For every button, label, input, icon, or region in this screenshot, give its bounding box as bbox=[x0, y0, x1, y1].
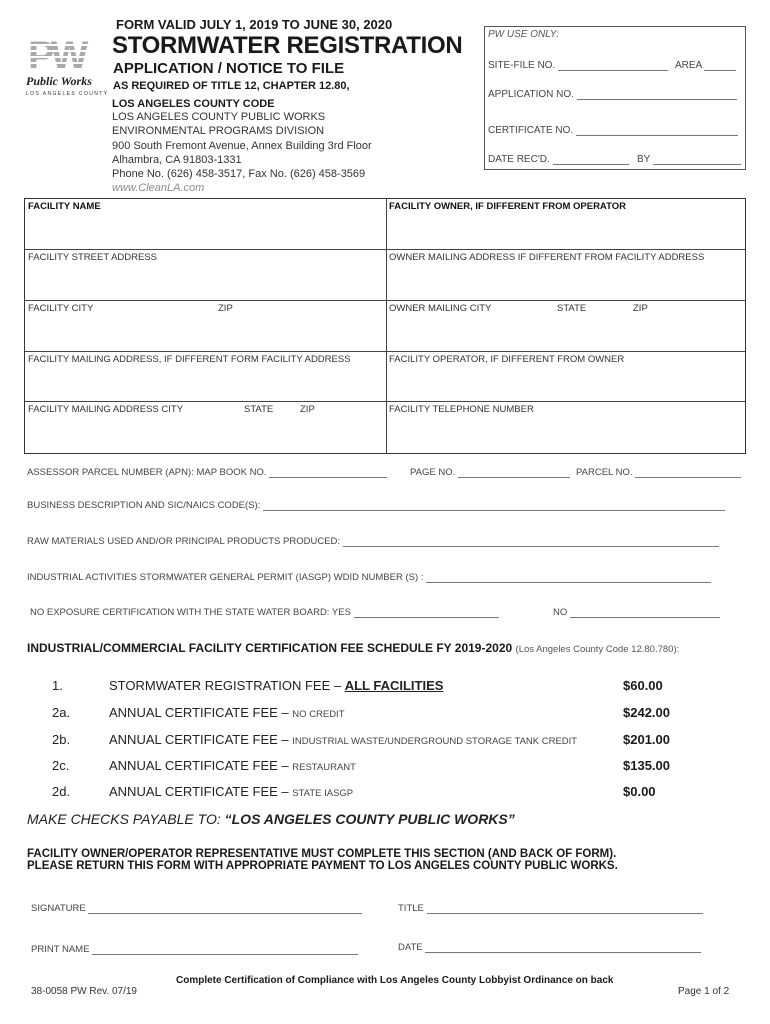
form-number: 38-0058 PW Rev. 07/19 bbox=[31, 986, 137, 997]
logo-county-text: LOS ANGELES COUNTY bbox=[26, 91, 109, 97]
fee-schedule-title: INDUSTRIAL/COMMERCIAL FACILITY CERTIFICATION FEE SCHEDULE FY 2019-2020 (Los Angeles County Code 12.80.780): bbox=[27, 641, 680, 655]
area-field[interactable]: AREA bbox=[675, 60, 736, 71]
business-description-field[interactable]: BUSINESS DESCRIPTION AND SIC/NAICS CODE(S): bbox=[27, 500, 725, 511]
facility-city-field[interactable]: FACILITY CITY bbox=[28, 303, 94, 314]
raw-materials-field[interactable]: RAW MATERIALS USED AND/OR PRINCIPAL PRODUCTS PRODUCED: bbox=[27, 536, 719, 547]
address-line: 900 South Fremont Avenue, Annex Building 3rd Floor bbox=[112, 140, 372, 152]
facility-owner-field[interactable]: FACILITY OWNER, IF DIFFERENT FROM OPERATOR bbox=[389, 201, 626, 212]
pw-use-only-box bbox=[484, 26, 746, 170]
facility-mailing-field[interactable]: FACILITY MAILING ADDRESS, IF DIFFERENT FORM FACILITY ADDRESS bbox=[28, 354, 351, 365]
fee-amount: $135.00 bbox=[623, 758, 670, 773]
certificate-no-field[interactable]: CERTIFICATE NO. bbox=[488, 125, 738, 136]
form-subtitle: APPLICATION / NOTICE TO FILE bbox=[113, 60, 345, 77]
no-exposure-no-field[interactable]: NO bbox=[553, 607, 720, 618]
form-valid-dates: FORM VALID JULY 1, 2019 TO JUNE 30, 2020 bbox=[116, 17, 393, 32]
address-line: Alhambra, CA 91803-1331 bbox=[112, 154, 242, 166]
address-line: LOS ANGELES COUNTY PUBLIC WORKS bbox=[112, 111, 326, 123]
facility-name-field[interactable]: FACILITY NAME bbox=[28, 201, 101, 212]
fee-number: 2d. bbox=[52, 784, 71, 799]
lobbyist-ordinance-note: Complete Certification of Compliance with Los Angeles County Lobbyist Ordinance on back bbox=[176, 975, 614, 986]
fee-label: ANNUAL CERTIFICATE FEE – NO CREDIT bbox=[109, 705, 345, 720]
facility-zip-field[interactable]: ZIP bbox=[218, 303, 233, 314]
facility-phone-field[interactable]: FACILITY TELEPHONE NUMBER bbox=[389, 404, 534, 415]
website-link[interactable]: www.CleanLA.com bbox=[112, 182, 205, 194]
facility-mailing-zip-field[interactable]: ZIP bbox=[300, 404, 315, 415]
owner-zip-field[interactable]: ZIP bbox=[633, 303, 648, 314]
logo-mark bbox=[28, 38, 92, 74]
fee-label: ANNUAL CERTIFICATE FEE – INDUSTRIAL WASTE/UNDERGROUND STORAGE TANK CREDIT bbox=[109, 732, 578, 747]
owner-notice-line: FACILITY OWNER/OPERATOR REPRESENTATIVE MUST COMPLETE THIS SECTION (AND BACK OF FORM). bbox=[27, 848, 617, 860]
parcel-no-field[interactable]: PARCEL NO. bbox=[576, 467, 741, 478]
fee-amount: $242.00 bbox=[623, 705, 670, 720]
pw-use-title: PW USE ONLY: bbox=[488, 29, 559, 40]
checks-payable: MAKE CHECKS PAYABLE TO: “LOS ANGELES COUNTY PUBLIC WORKS” bbox=[27, 811, 515, 827]
facility-mailing-state-field[interactable]: STATE bbox=[244, 404, 274, 415]
fee-amount: $0.00 bbox=[623, 784, 656, 799]
fee-number: 2a. bbox=[52, 705, 71, 720]
fee-label: STORMWATER REGISTRATION FEE – ALL FACILITIES bbox=[109, 678, 444, 693]
facility-mailing-city-field[interactable]: FACILITY MAILING ADDRESS CITY bbox=[28, 404, 184, 415]
facility-street-field[interactable]: FACILITY STREET ADDRESS bbox=[28, 252, 157, 263]
fee-number: 2c. bbox=[52, 758, 70, 773]
iasgp-wdid-field[interactable]: INDUSTRIAL ACTIVITIES STORMWATER GENERAL PERMIT (IASGP) WDID NUMBER (S) : bbox=[27, 572, 711, 583]
site-file-field[interactable]: SITE-FILE NO. bbox=[488, 60, 668, 71]
fee-schedule-code: (Los Angeles County Code 12.80.780): bbox=[515, 644, 680, 655]
public-works-logo bbox=[26, 38, 109, 108]
form-title: STORMWATER REGISTRATION bbox=[112, 32, 463, 59]
fee-number: 2b. bbox=[52, 732, 71, 747]
fee-amount: $201.00 bbox=[623, 732, 670, 747]
owner-city-field[interactable]: OWNER MAILING CITY bbox=[389, 303, 492, 314]
print-name-field[interactable]: PRINT NAME bbox=[31, 944, 358, 955]
facility-operator-field[interactable]: FACILITY OPERATOR, IF DIFFERENT FROM OWNER bbox=[389, 354, 625, 365]
fee-amount: $60.00 bbox=[623, 678, 663, 693]
no-exposure-yes-field[interactable]: NO EXPOSURE CERTIFICATION WITH THE STATE WATER BOARD: YES bbox=[30, 607, 499, 618]
address-line: ENVIRONMENTAL PROGRAMS DIVISION bbox=[112, 125, 325, 137]
page-no-field[interactable]: PAGE NO. bbox=[410, 467, 570, 478]
form-code: LOS ANGELES COUNTY CODE bbox=[112, 98, 275, 110]
address-line: Phone No. (626) 458-3517, Fax No. (626) 458-3569 bbox=[112, 168, 366, 180]
date-field[interactable]: DATE bbox=[398, 942, 701, 953]
owner-state-field[interactable]: STATE bbox=[557, 303, 587, 314]
page-number: Page 1 of 2 bbox=[678, 986, 730, 997]
form-requirement: AS REQUIRED OF TITLE 12, CHAPTER 12.80, bbox=[113, 80, 350, 92]
title-field[interactable]: TITLE bbox=[398, 903, 703, 914]
by-field[interactable]: BY bbox=[637, 154, 741, 165]
facility-info-grid bbox=[24, 198, 746, 454]
fee-label: ANNUAL CERTIFICATE FEE – RESTAURANT bbox=[109, 758, 356, 773]
fee-label: ANNUAL CERTIFICATE FEE – STATE IASGP bbox=[109, 784, 354, 799]
signature-field[interactable]: SIGNATURE bbox=[31, 903, 362, 914]
date-recd-field[interactable]: DATE REC'D. bbox=[488, 154, 629, 165]
owner-notice-line: PLEASE RETURN THIS FORM WITH APPROPRIATE PAYMENT TO LOS ANGELES COUNTY PUBLIC WORKS. bbox=[27, 860, 618, 872]
owner-mailing-field[interactable]: OWNER MAILING ADDRESS IF DIFFERENT FROM FACILITY ADDRESS bbox=[389, 252, 705, 263]
apn-map-book-field[interactable]: ASSESSOR PARCEL NUMBER (APN): MAP BOOK NO. bbox=[27, 467, 387, 478]
fee-number: 1. bbox=[52, 678, 63, 693]
logo-script-text: Public Works bbox=[26, 74, 92, 88]
application-no-field[interactable]: APPLICATION NO. bbox=[488, 89, 737, 100]
